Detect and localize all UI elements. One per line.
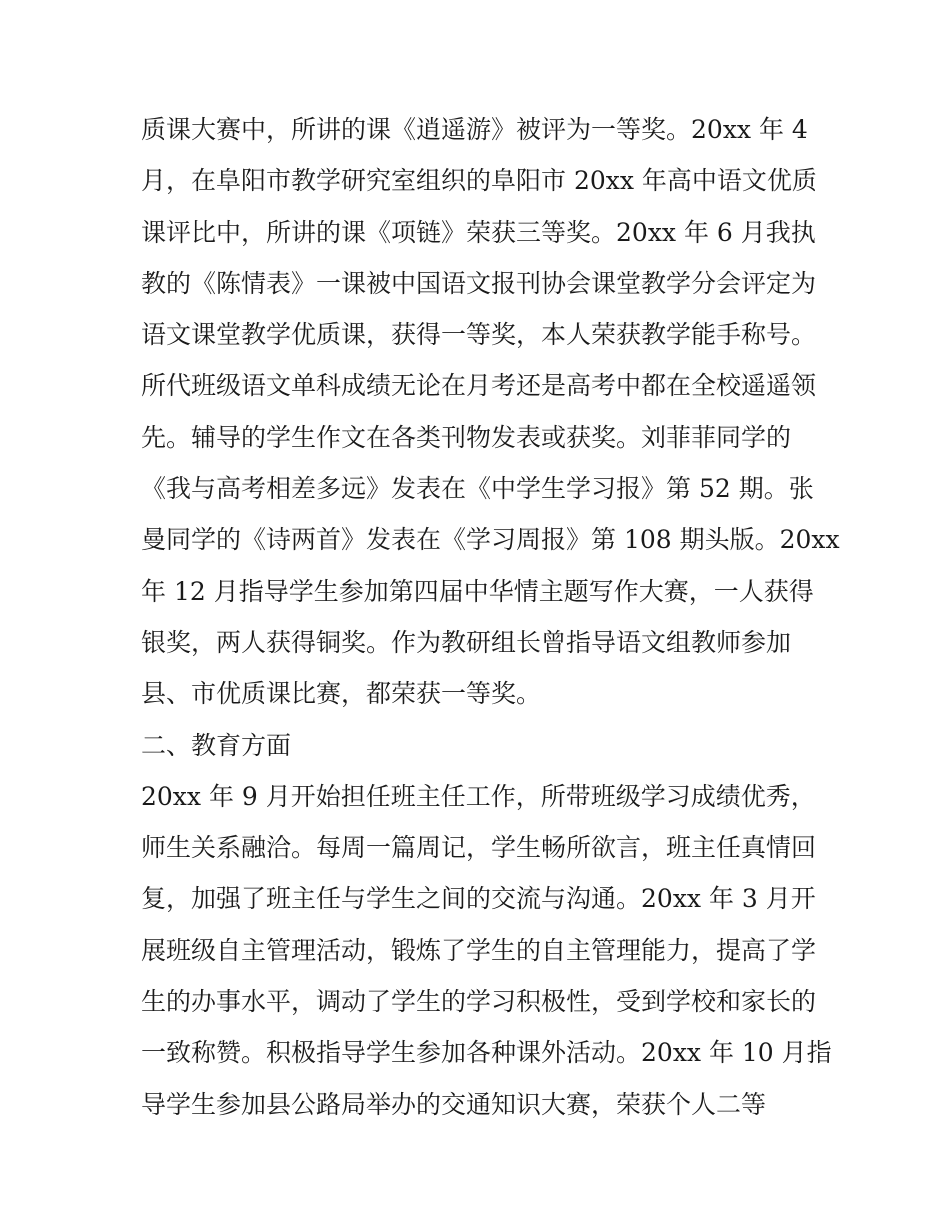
text-line: 所代班级语文单科成绩无论在月考还是高考中都在全校遥遥领 (141, 371, 817, 401)
text-line: 20xx 年 9 月开始担任班主任工作，所带班级学习成绩优秀， (141, 781, 816, 811)
text-line: 质课大赛中，所讲的课《逍遥游》被评为一等奖。20xx 年 4 (141, 115, 808, 144)
text-line: 一致称赞。积极指导学生参加各种课外活动。20xx 年 10 月指 (141, 1038, 832, 1068)
text-line: 曼同学的《诗两首》发表在《学习周报》第 108 期头版。20xx (141, 525, 840, 555)
text-line: 生的办事水平，调动了学生的学习积极性，受到学校和家长的 (141, 987, 817, 1017)
text-line: 师生关系融洽。每周一篇周记，学生畅所欲言，班主任真情回 (141, 833, 817, 863)
text-line: 课评比中，所讲的课《项链》荣获三等奖。20xx 年 6 月我执 (141, 217, 816, 247)
text-line: 月，在阜阳市教学研究室组织的阜阳市 20xx 年高中语文优质 (141, 166, 817, 196)
text-line: 县、市优质课比赛，都荣获一等奖。 (141, 679, 542, 709)
section-heading: 二、教育方面 (141, 730, 292, 760)
text-line: 语文课堂教学优质课，获得一等奖，本人荣获教学能手称号。 (141, 320, 817, 350)
text-line: 复，加强了班主任与学生之间的交流与沟通。20xx 年 3 月开 (141, 884, 816, 914)
text-line: 展班级自主管理活动，锻炼了学生的自主管理能力，提高了学 (141, 935, 817, 965)
text-line: 教的《陈情表》一课被中国语文报刊协会课堂教学分会评定为 (141, 268, 817, 298)
text-line: 《我与高考相差多远》发表在《中学生学习报》第 52 期。张 (141, 474, 814, 504)
text-line: 导学生参加县公路局举办的交通知识大赛，荣获个人二等 (141, 1089, 767, 1119)
document-body (141, 104, 840, 1130)
text-line: 银奖，两人获得铜奖。作为教研组长曾指导语文组教师参加 (141, 627, 792, 657)
text-line: 年 12 月指导学生参加第四届中华情主题写作大赛，一人获得 (141, 576, 814, 606)
text-line: 先。辅导的学生作文在各类刊物发表或获奖。刘菲菲同学的 (141, 422, 792, 452)
